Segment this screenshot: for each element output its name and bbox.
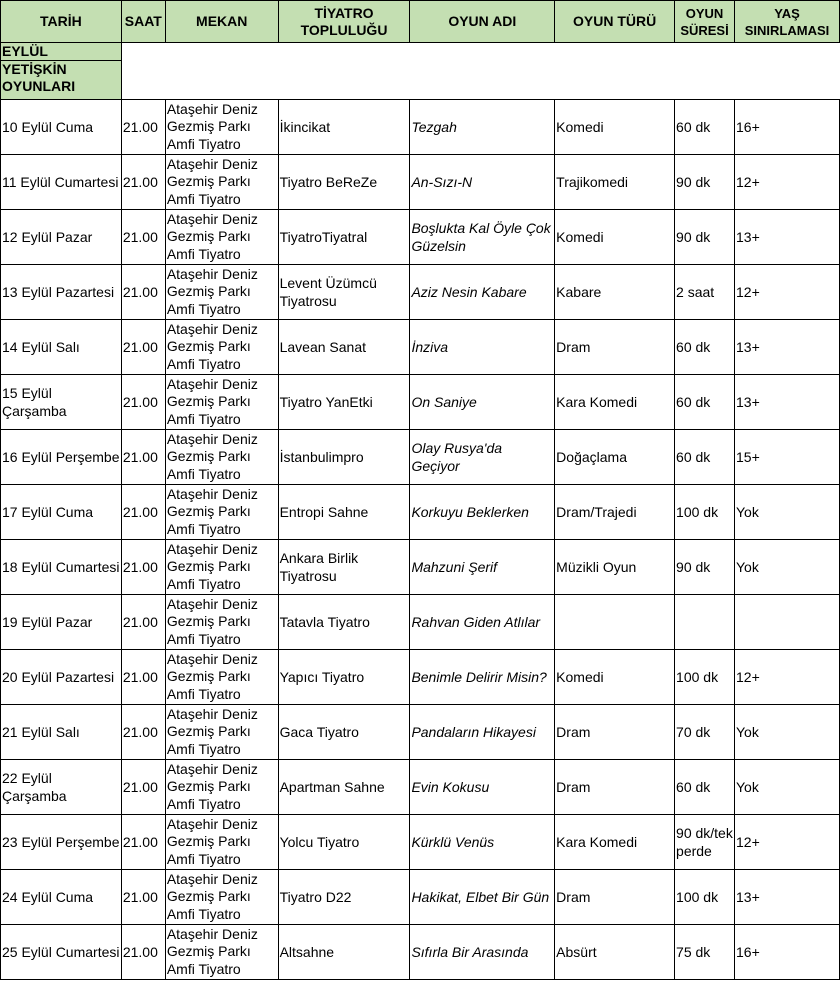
venue-cell: Ataşehir Deniz Gezmiş Parkı Amfi Tiyatro [165,925,278,980]
play-title-cell: Benimle Delirir Misin? [410,650,555,705]
genre-cell: Dram/Trajedi [555,485,675,540]
company-cell: Entropi Sahne [278,485,410,540]
header-saat: SAAT [121,1,165,43]
play-title-cell: Hakikat, Elbet Bir Gün [410,870,555,925]
duration-cell: 2 saat [675,265,735,320]
venue-cell: Ataşehir Deniz Gezmiş Parkı Amfi Tiyatro [165,210,278,265]
time-cell: 21.00 [121,925,165,980]
age-limit-cell: 15+ [735,430,840,485]
genre-cell: Kabare [555,265,675,320]
play-title-cell: An-Sızı-N [410,155,555,210]
company-cell: Tiyatro D22 [278,870,410,925]
age-limit-cell: Yok [735,760,840,815]
header-oyun-adi: OYUN ADI [410,1,555,43]
venue-cell: Ataşehir Deniz Gezmiş Parkı Amfi Tiyatro [165,155,278,210]
header-yas: YAŞ SINIRLAMASI [735,1,840,43]
company-cell: TiyatroTiyatral [278,210,410,265]
section-category: YETİŞKİN OYUNLARI [1,61,122,100]
duration-cell: 60 dk [675,375,735,430]
table-row [1,595,840,650]
header-row [1,1,840,43]
company-cell: Yapıcı Tiyatro [278,650,410,705]
play-title-cell: Korkuyu Beklerken [410,485,555,540]
duration-cell: 60 dk [675,760,735,815]
genre-cell: Dram [555,705,675,760]
table-row [1,100,840,155]
date-cell: 11 Eylül Cumartesi [1,155,122,210]
play-title-cell: Sıfırla Bir Arasında [410,925,555,980]
section-row-1 [1,43,840,61]
venue-cell: Ataşehir Deniz Gezmiş Parkı Amfi Tiyatro [165,375,278,430]
venue-cell: Ataşehir Deniz Gezmiş Parkı Amfi Tiyatro [165,265,278,320]
venue-cell: Ataşehir Deniz Gezmiş Parkı Amfi Tiyatro [165,595,278,650]
age-limit-cell: Yok [735,485,840,540]
date-cell: 16 Eylül Perşembe [1,430,122,485]
time-cell: 21.00 [121,265,165,320]
table-row [1,265,840,320]
company-cell: Yolcu Tiyatro [278,815,410,870]
play-title-cell: Tezgah [410,100,555,155]
company-cell: Tiyatro YanEtki [278,375,410,430]
genre-cell: Doğaçlama [555,430,675,485]
duration-cell: 100 dk [675,870,735,925]
duration-cell [675,595,735,650]
age-limit-cell: 13+ [735,870,840,925]
genre-cell: Absürt [555,925,675,980]
duration-cell: 60 dk [675,100,735,155]
venue-cell: Ataşehir Deniz Gezmiş Parkı Amfi Tiyatro [165,100,278,155]
genre-cell: Komedi [555,100,675,155]
age-limit-cell: Yok [735,540,840,595]
header-tarih: TARİH [1,1,122,43]
time-cell: 21.00 [121,375,165,430]
section-month: EYLÜL [1,43,122,61]
table-row [1,650,840,705]
duration-cell: 70 dk [675,705,735,760]
time-cell: 21.00 [121,815,165,870]
venue-cell: Ataşehir Deniz Gezmiş Parkı Amfi Tiyatro [165,815,278,870]
table-row [1,320,840,375]
duration-cell: 60 dk [675,320,735,375]
table-row [1,155,840,210]
play-title-cell: Mahzuni Şerif [410,540,555,595]
table-row [1,870,840,925]
table-row [1,540,840,595]
date-cell: 23 Eylül Perşembe [1,815,122,870]
section-row-2 [1,61,840,100]
play-title-cell: Rahvan Giden Atlılar [410,595,555,650]
date-cell: 12 Eylül Pazar [1,210,122,265]
age-limit-cell: 12+ [735,815,840,870]
table-row [1,705,840,760]
header-mekan: MEKAN [165,1,278,43]
duration-cell: 100 dk [675,650,735,705]
date-cell: 13 Eylül Pazartesi [1,265,122,320]
time-cell: 21.00 [121,595,165,650]
date-cell: 22 Eylül Çarşamba [1,760,122,815]
time-cell: 21.00 [121,650,165,705]
venue-cell: Ataşehir Deniz Gezmiş Parkı Amfi Tiyatro [165,650,278,705]
age-limit-cell: Yok [735,705,840,760]
play-title-cell: Olay Rusya'da Geçiyor [410,430,555,485]
genre-cell: Komedi [555,210,675,265]
age-limit-cell [735,595,840,650]
age-limit-cell: 12+ [735,650,840,705]
time-cell: 21.00 [121,210,165,265]
date-cell: 14 Eylül Salı [1,320,122,375]
genre-cell: Kara Komedi [555,375,675,430]
table-row [1,925,840,980]
date-cell: 21 Eylül Salı [1,705,122,760]
company-cell: İstanbulimpro [278,430,410,485]
play-title-cell: Boşlukta Kal Öyle Çok Güzelsin [410,210,555,265]
date-cell: 25 Eylül Cumartesi [1,925,122,980]
header-oyun-turu: OYUN TÜRÜ [555,1,675,43]
time-cell: 21.00 [121,540,165,595]
table-row [1,375,840,430]
play-title-cell: İnziva [410,320,555,375]
time-cell: 21.00 [121,430,165,485]
genre-cell: Dram [555,320,675,375]
duration-cell: 90 dk [675,210,735,265]
play-title-cell: Evin Kokusu [410,760,555,815]
time-cell: 21.00 [121,870,165,925]
date-cell: 20 Eylül Pazartesi [1,650,122,705]
play-title-cell: Kürklü Venüs [410,815,555,870]
date-cell: 17 Eylül Cuma [1,485,122,540]
venue-cell: Ataşehir Deniz Gezmiş Parkı Amfi Tiyatro [165,705,278,760]
venue-cell: Ataşehir Deniz Gezmiş Parkı Amfi Tiyatro [165,870,278,925]
genre-cell: Komedi [555,650,675,705]
age-limit-cell: 16+ [735,925,840,980]
header-topluluk: TİYATRO TOPLULUĞU [278,1,410,43]
date-cell: 24 Eylül Cuma [1,870,122,925]
age-limit-cell: 13+ [735,375,840,430]
date-cell: 10 Eylül Cuma [1,100,122,155]
duration-cell: 60 dk [675,430,735,485]
date-cell: 18 Eylül Cumartesi [1,540,122,595]
company-cell: Tiyatro BeReZe [278,155,410,210]
company-cell: Apartman Sahne [278,760,410,815]
time-cell: 21.00 [121,485,165,540]
time-cell: 21.00 [121,155,165,210]
play-title-cell: Pandaların Hikayesi [410,705,555,760]
company-cell: Altsahne [278,925,410,980]
genre-cell: Kara Komedi [555,815,675,870]
header-sure: OYUN SÜRESİ [675,1,735,43]
age-limit-cell: 12+ [735,155,840,210]
genre-cell: Müzikli Oyun [555,540,675,595]
age-limit-cell: 16+ [735,100,840,155]
duration-cell: 90 dk/tek perde [675,815,735,870]
duration-cell: 75 dk [675,925,735,980]
time-cell: 21.00 [121,100,165,155]
venue-cell: Ataşehir Deniz Gezmiş Parkı Amfi Tiyatro [165,540,278,595]
company-cell: Ankara Birlik Tiyatrosu [278,540,410,595]
company-cell: Levent Üzümcü Tiyatrosu [278,265,410,320]
table-row [1,760,840,815]
table-row [1,485,840,540]
play-title-cell: Aziz Nesin Kabare [410,265,555,320]
duration-cell: 100 dk [675,485,735,540]
company-cell: Lavean Sanat [278,320,410,375]
venue-cell: Ataşehir Deniz Gezmiş Parkı Amfi Tiyatro [165,320,278,375]
date-cell: 19 Eylül Pazar [1,595,122,650]
time-cell: 21.00 [121,705,165,760]
table-row [1,210,840,265]
table-row [1,430,840,485]
duration-cell: 90 dk [675,155,735,210]
venue-cell: Ataşehir Deniz Gezmiş Parkı Amfi Tiyatro [165,485,278,540]
company-cell: Tatavla Tiyatro [278,595,410,650]
genre-cell: Dram [555,760,675,815]
time-cell: 21.00 [121,320,165,375]
table-row [1,815,840,870]
time-cell: 21.00 [121,760,165,815]
company-cell: Gaca Tiyatro [278,705,410,760]
genre-cell: Dram [555,870,675,925]
age-limit-cell: 13+ [735,320,840,375]
play-title-cell: On Saniye [410,375,555,430]
genre-cell [555,595,675,650]
company-cell: İkincikat [278,100,410,155]
genre-cell: Trajikomedi [555,155,675,210]
duration-cell: 90 dk [675,540,735,595]
venue-cell: Ataşehir Deniz Gezmiş Parkı Amfi Tiyatro [165,760,278,815]
age-limit-cell: 13+ [735,210,840,265]
date-cell: 15 Eylül Çarşamba [1,375,122,430]
venue-cell: Ataşehir Deniz Gezmiş Parkı Amfi Tiyatro [165,430,278,485]
age-limit-cell: 12+ [735,265,840,320]
